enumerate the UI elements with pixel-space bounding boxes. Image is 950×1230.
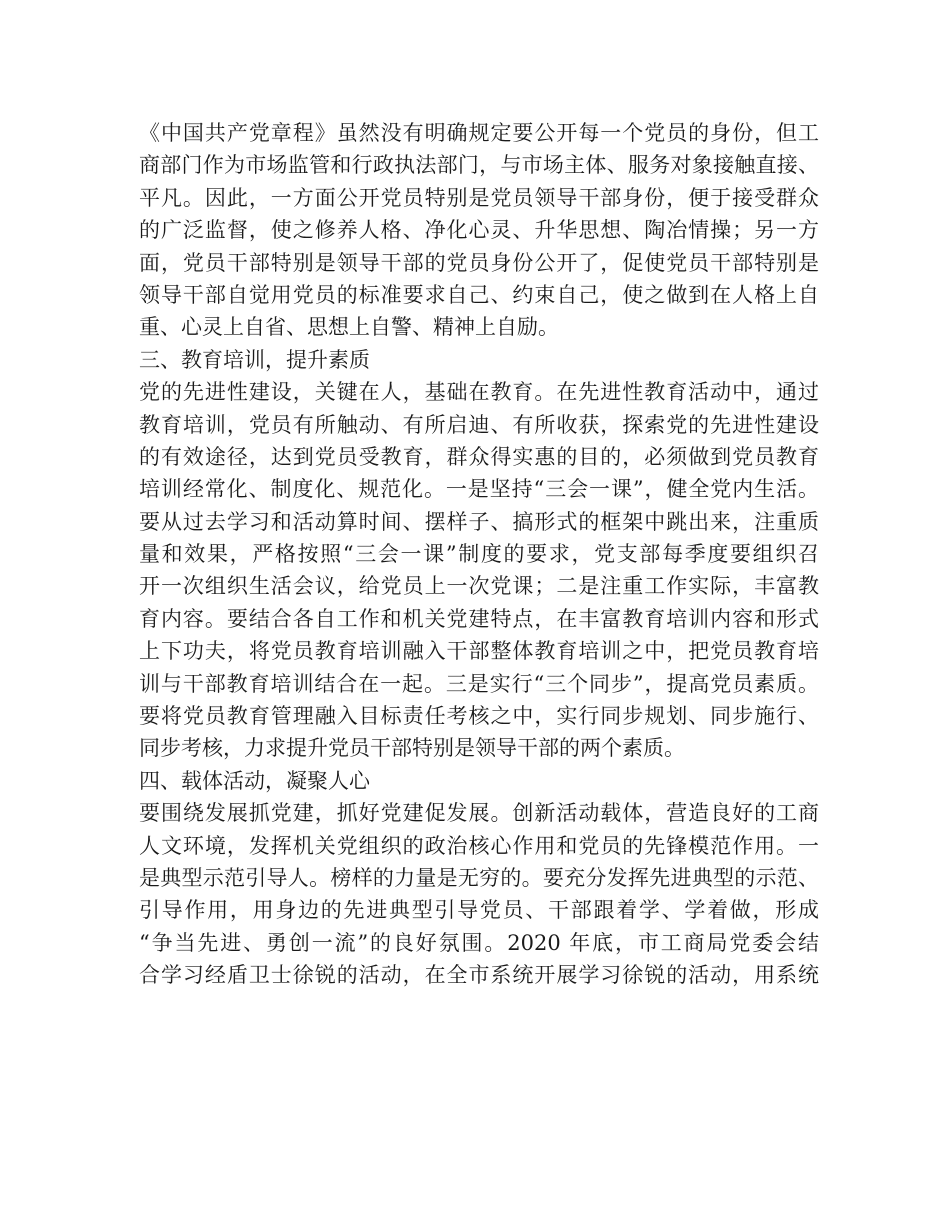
text-line: 人文环境，发挥机关党组织的政治核心作用和党员的先锋模范作用。一 <box>139 833 819 858</box>
text-line: 是典型示范引导人。榜样的力量是无穷的。要充分发挥先进典型的示范、 <box>139 865 819 890</box>
text-line: 的有效途径，达到党员受教育，群众得实惠的目的，必须做到党员教育 <box>139 444 819 469</box>
text-line: 合学习经盾卫士徐锐的活动，在全市系统开展学习徐锐的活动，用系统 <box>139 963 819 988</box>
text-line: 教育培训，党员有所触动、有所启迪、有所收获，探索党的先进性建设 <box>139 412 819 437</box>
text-line: 要围绕发展抓党建，抓好党建促发展。创新活动载体，营造良好的工商 <box>139 801 819 826</box>
text-line: “争当先进、勇创一流”的良好氛围。2020 年底，市工商局党委会结 <box>139 930 819 955</box>
text-line: 训与干部教育培训结合在一起。三是实行“三个同步”，提高党员素质。 <box>139 671 819 696</box>
text-line: 要将党员教育管理融入目标责任考核之中，实行同步规划、同步施行、 <box>139 704 819 729</box>
text-line: 面，党员干部特别是领导干部的党员身份公开了，促使党员干部特别是 <box>139 250 819 275</box>
text-line: 育内容。要结合各自工作和机关党建特点，在丰富教育培训内容和形式 <box>139 606 819 631</box>
text-line: 三、教育培训，提升素质 <box>139 347 370 372</box>
text-line: 领导干部自觉用党员的标准要求自己、约束自己，使之做到在人格上自 <box>139 282 819 307</box>
text-line: 商部门作为市场监管和行政执法部门，与市场主体、服务对象接触直接、 <box>139 153 819 178</box>
document-body <box>139 117 819 992</box>
text-line: 的广泛监督，使之修养人格、净化心灵、升华思想、陶冶情操；另一方 <box>139 218 819 243</box>
text-line: 《中国共产党章程》虽然没有明确规定要公开每一个党员的身份，但工 <box>139 121 819 145</box>
text-line: 量和效果，严格按照“三会一课”制度的要求，党支部每季度要组织召 <box>139 542 819 567</box>
text-line: 党的先进性建设，关键在人，基础在教育。在先进性教育活动中，通过 <box>139 380 819 405</box>
text-line: 四、载体活动，凝聚人心 <box>139 768 370 793</box>
text-line: 上下功夫，将党员教育培训融入干部整体教育培训之中，把党员教育培 <box>139 639 819 664</box>
text-line: 要从过去学习和活动算时间、摆样子、搞形式的框架中跳出来，注重质 <box>139 509 819 534</box>
text-line: 开一次组织生活会议，给党员上一次党课；二是注重工作实际，丰富教 <box>139 574 819 599</box>
text-line: 重、心灵上自省、思想上自警、精神上自励。 <box>139 315 559 340</box>
text-line: 培训经常化、制度化、规范化。一是坚持“三会一课”，健全党内生活。 <box>139 477 819 502</box>
text-line: 平凡。因此，一方面公开党员特别是党员领导干部身份，便于接受群众 <box>139 185 819 210</box>
text-line: 引导作用，用身边的先进典型引导党员、干部跟着学、学着做，形成 <box>139 898 819 923</box>
text-line: 同步考核，力求提升党员干部特别是领导干部的两个素质。 <box>139 736 685 761</box>
